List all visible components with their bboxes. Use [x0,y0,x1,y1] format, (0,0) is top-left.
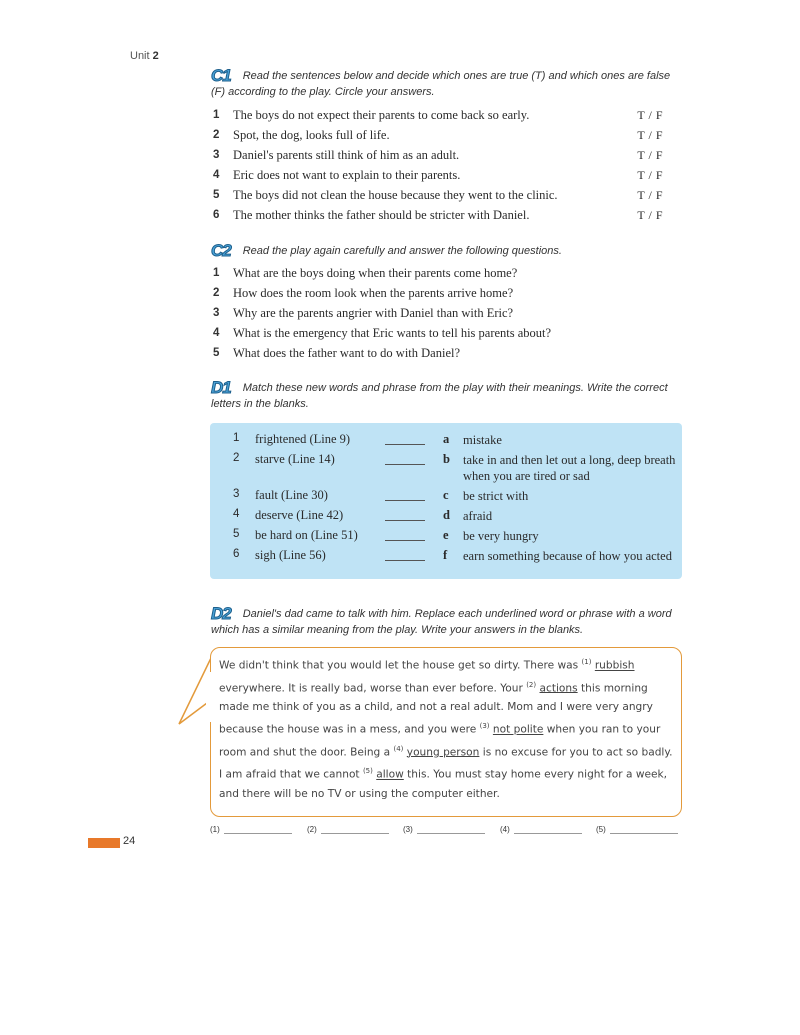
c1-item [213,145,663,165]
question-text: How does the room look when the parents arrive home? [233,285,514,300]
c1-item [213,105,663,125]
vocab-number: 6 [233,548,240,560]
underlined-4: young person [406,746,480,759]
c2-question [213,323,663,343]
answer-slot [596,825,678,834]
c2-question [213,283,663,303]
true-false-choice[interactable]: T / F [637,167,663,182]
answer-label: (1) [210,825,220,834]
answer-line[interactable] [610,833,678,834]
answer-label: (5) [596,825,606,834]
statement-text: Eric does not want to explain to their parents. [233,167,461,182]
answer-slot [403,825,485,834]
true-false-choice[interactable]: T / F [637,107,663,122]
vocab-match-box [210,423,682,579]
c1-heading [211,68,681,100]
letter-part-6: this. You must stay home every night for a week, and there will be no TV or using the computer either. [219,768,668,800]
marker-2: (2) [526,680,537,689]
c2-heading [211,243,681,259]
answer-label: (2) [307,825,317,834]
question-text: Why are the parents angrier with Daniel than with Eric? [233,305,514,320]
unit-word: Unit [130,50,150,62]
answer-line[interactable] [321,833,389,834]
c1-item [213,185,663,205]
vocab-word: deserve (Line 42) [255,508,344,522]
meaning-text: be strict with [463,489,529,503]
meaning-letter: b [443,452,450,466]
item-number: 6 [213,209,220,221]
underlined-5: allow [376,768,404,781]
item-number: 3 [213,307,220,319]
item-number: 4 [213,327,220,339]
unit-number: 2 [152,50,159,62]
true-false-choice[interactable]: T / F [637,187,663,202]
vocab-number: 2 [233,452,240,464]
vocab-word: sigh (Line 56) [255,548,326,562]
c1-item [213,165,663,185]
question-text: What are the boys doing when their parents come home? [233,265,518,280]
statement-text: The boys did not clean the house because they went to the clinic. [233,187,558,202]
c2-list [213,263,663,363]
question-text: What does the father want to do with Daniel? [233,345,461,360]
item-number: 4 [213,169,220,181]
c2-question [213,343,663,363]
item-number: 1 [213,267,220,279]
item-number: 5 [213,347,220,359]
answer-blank[interactable] [385,540,425,541]
answer-line[interactable] [224,833,292,834]
meaning-letter: f [443,548,448,562]
d1-heading [211,380,681,412]
underlined-1: rubbish [594,659,635,672]
answer-blank[interactable] [385,464,425,465]
underlined-2: actions [539,682,578,695]
unit-label [130,50,159,62]
d1-instruction: Match these new words and phrase from the play with their meanings. Write the correct letters in the blanks. [211,382,668,410]
underlined-3: not polite [492,723,544,736]
question-text: What is the emergency that Eric wants to tell his parents about? [233,325,552,340]
meaning-text: be very hungry [463,529,539,543]
page-number: 24 [123,835,136,847]
meaning-letter: d [443,508,450,522]
c2-tag: C2 [211,241,231,260]
true-false-choice[interactable]: T / F [637,147,663,162]
vocab-number: 5 [233,528,240,540]
meaning-text: afraid [463,509,493,523]
statement-text: The boys do not expect their parents to come back so early. [233,107,530,122]
meaning-letter: e [443,528,449,542]
answer-blank[interactable] [385,560,425,561]
c1-tag: C1 [211,66,231,85]
bubble-tail-joint [206,672,214,722]
statement-text: The mother thinks the father should be stricter with Daniel. [233,207,530,222]
true-false-choice[interactable]: T / F [637,127,663,142]
vocab-word: starve (Line 14) [255,452,335,466]
answer-slot [307,825,389,834]
meaning-text: mistake [463,433,502,447]
c2-question [213,303,663,323]
vocab-word: fault (Line 30) [255,488,328,502]
statement-text: Spot, the dog, looks full of life. [233,127,390,142]
item-number: 3 [213,149,220,161]
true-false-choice[interactable]: T / F [637,207,663,222]
vocab-number: 3 [233,488,240,500]
marker-4: (4) [393,744,404,753]
vocab-word: be hard on (Line 51) [255,528,358,542]
answer-slot [210,825,292,834]
c1-item [213,205,663,225]
statement-text: Daniel's parents still think of him as an adult. [233,147,460,162]
letter-part-3: this morning made me think of you as a child, and not a real adult. Mom and I were very angry because the house was in a mess, and you were [219,682,653,736]
answer-label: (4) [500,825,510,834]
d2-heading [211,606,681,638]
page-accent-bar [88,838,120,848]
vocab-number: 1 [233,432,240,444]
vocab-number: 4 [233,508,240,520]
answer-label: (3) [403,825,413,834]
meaning-letter: a [443,432,450,446]
letter-part-5: is no excuse for you to act so badly. I am afraid that we cannot [219,746,673,781]
d2-tag: D2 [211,604,231,623]
letter-part-4: when you ran to your room and shut the door. Being a [219,723,661,759]
answer-blank[interactable] [385,444,425,445]
meaning-text: take in and then let out a long, deep breath when you are tired or sad [463,453,676,483]
marker-1: (1) [581,658,592,666]
item-number: 2 [213,129,220,141]
answer-slot [500,825,582,834]
item-number: 5 [213,189,220,201]
answer-blank[interactable] [385,520,425,521]
meaning-text: earn something because of how you acted [463,549,672,563]
marker-5: (5) [362,767,373,776]
c2-instruction: Read the play again carefully and answer the following questions. [242,245,562,257]
letter-part-1: We didn't think that you would let the house get so dirty. There was [219,659,582,672]
c1-instruction: Read the sentences below and decide which ones are true (T) and which ones are false (F) according to the play. Circle your answers. [211,70,671,98]
answer-line[interactable] [514,833,582,834]
c1-list [213,105,663,225]
letter-part-2: everywhere. It is really bad, worse than ever before. Your [219,682,527,695]
c2-question [213,263,663,283]
c1-item [213,125,663,145]
meaning-letter: c [443,488,449,502]
letter-text [219,653,677,804]
d2-instruction: Daniel's dad came to talk with him. Replace each underlined word or phrase with a word which has a similar meaning from the play. Write your answers in the blanks. [211,608,672,636]
answer-line[interactable] [417,833,485,834]
answer-blank[interactable] [385,500,425,501]
item-number: 1 [213,109,220,121]
d1-tag: D1 [211,378,231,397]
vocab-word: frightened (Line 9) [255,432,351,446]
marker-3: (3) [479,722,490,731]
item-number: 2 [213,287,220,299]
